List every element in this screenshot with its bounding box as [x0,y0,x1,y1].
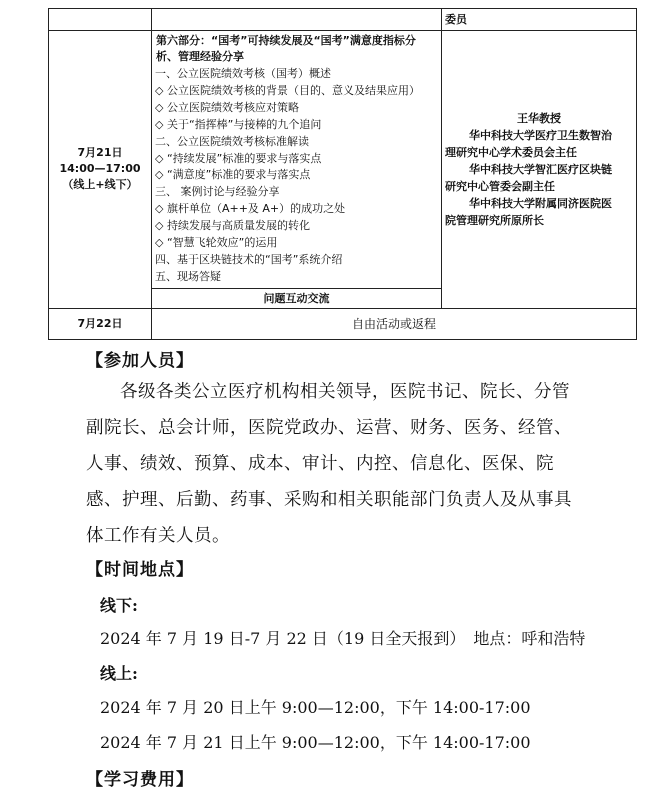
online-label: 线上: [100,664,138,683]
agenda-item: ◇ 关于“指挥棒”与接棒的九个追问 [155,117,322,131]
agenda-item: 五、现场答疑 [155,269,221,283]
agenda-item: ◇ 公立医院绩效考核应对策略 [155,100,299,114]
speaker-title: 华中科技大学医疗卫生数智治 [469,128,612,142]
speaker-title: 理研究中心学术委员会主任 [445,145,577,159]
offline-label: 线下: [100,596,138,615]
online-schedule-day1: 2024 年 7 月 20 日上午 9:00—12:00，下午 14:00-17:00 [100,698,531,717]
speaker-cell [442,31,637,309]
offline-schedule: 2024 年 7 月 19 日-7 月 22 日（19 日全天报到） 地点：呼和浩特 [100,629,586,648]
time-location-heading: 【时间地点】 [86,560,194,580]
speaker-title: 研究中心管委会副主任 [445,179,555,193]
speaker-cell-top [442,9,637,31]
schedule-table [48,8,637,340]
agenda-item: ◇ “满意度”标准的要求与落实点 [155,168,311,182]
agenda-item: ◇ 公立医院绩效考核的背景（目的、意义及结果应用） [155,83,420,97]
agenda-list [152,65,441,288]
agenda-item: 四、基于区块链技术的“国考”系统介绍 [155,252,343,266]
session-time: 14:00—17:00 [59,162,141,176]
table-row [49,31,637,309]
session-mode: （线上+线下） [62,178,138,192]
interaction-subrow: 问题互动交流 [152,288,441,308]
speaker-name: 王华教授 [517,111,561,125]
speaker-title: 华中科技大学附属同济医院医 [469,196,612,210]
agenda-item: 二、公立医院绩效考核标准解读 [155,134,309,148]
speaker-title: 华中科技大学智汇医疗区块链 [469,162,612,176]
date-cell [49,31,152,309]
participants-paragraph [86,374,586,554]
participants-text: 各级各类公立医疗机构相关领导，医院书记、院长、分管副院长、总会计师，医院党政办、运营、财务、医务、经管、人事、绩效、预算、成本、审计、内控、信息化、医保、院感、护理、后勤、药事、采购和相关职能部门负责人及从事具体工作有关人员。 [86,382,572,546]
agenda-item: 一、公立医院绩效考核（国考）概述 [155,67,331,80]
fees-heading: 【学习费用】 [86,770,194,790]
content-cell [152,31,442,309]
table-row [49,308,637,339]
online-schedule-day2: 2024 年 7 月 21 日上午 9:00—12:00，下午 14:00-17:00 [100,733,531,752]
free-activity-cell: 自由活动或返程 [152,308,637,339]
part-title: 第六部分：“国考”可持续发展及“国考”满意度指标分析、管理经验分享 [156,34,416,63]
table-row [49,9,637,31]
date-cell [49,308,152,339]
speaker-continuation: 委员 [445,13,467,26]
agenda-item: 三、 案例讨论与经验分享 [155,185,280,199]
session-date: 7月22日 [77,316,123,330]
session-date: 7月21日 [77,146,123,160]
agenda-item: ◇ “持续发展”标准的要求与落实点 [155,151,322,165]
participants-heading: 【参加人员】 [86,351,194,371]
agenda-item: ◇ “智慧飞轮效应”的运用 [155,236,278,250]
date-cell-empty [49,9,152,31]
agenda-item: ◇ 持续发展与高质量发展的转化 [155,219,310,233]
content-cell-empty [152,9,442,31]
speaker-title: 院管理研究所原所长 [445,213,544,227]
agenda-item: ◇ 旗杆单位（A++及 A+）的成功之处 [155,202,346,216]
